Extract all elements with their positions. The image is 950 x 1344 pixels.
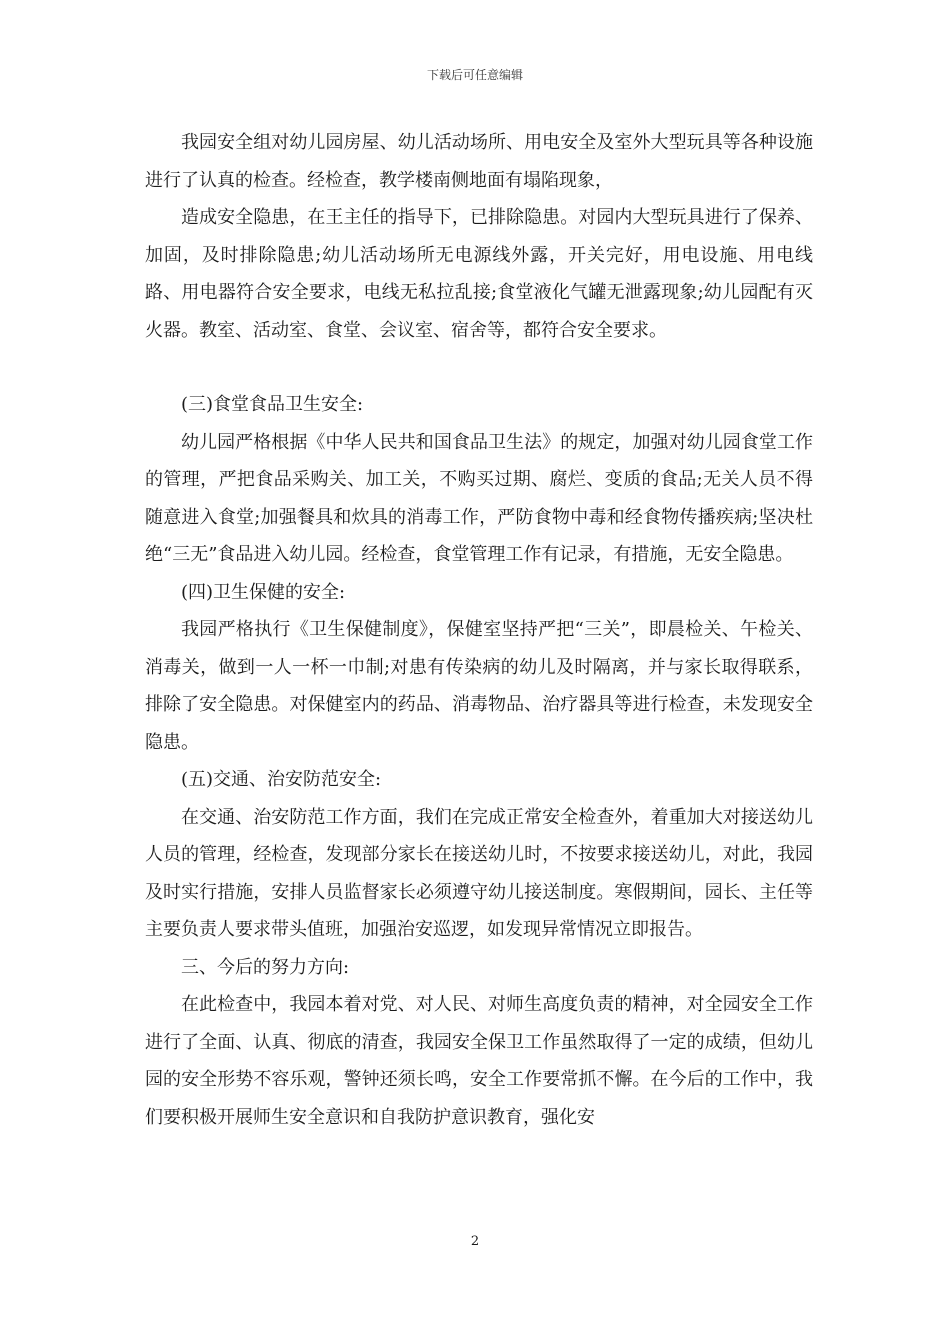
section-heading-future: 三、今后的努力方向: [181, 956, 350, 978]
section-heading-traffic: (五)交通、治安防范安全: [181, 769, 382, 790]
section-heading-canteen: (三)食堂食品卫生安全: [181, 394, 364, 415]
paragraph-health: 我园严格执行《卫生保健制度》，保健室坚持严把“三关”，即晨检关、午检关、消毒关，做到一人一杯一巾制;对患有传染病的幼儿及时隔离，并与家长取得联系，排除了安全隐患。对保健室内的药品、消毒物品、治疗器具等进行检查，未发现安全隐患。 [145, 619, 813, 753]
paragraph-traffic: 在交通、治安防范工作方面，我们在完成正常安全检查外，着重加大对接送幼儿人员的管理，经检查，发现部分家长在接送幼儿时，不按要求接送幼儿，对此，我园及时实行措施，安排人员监督家长必须遵守幼儿接送制度。寒假期间，园长、主任等主要负责人要求带头值班，加强治安巡逻，如发现异常情况立即报告。 [145, 806, 813, 940]
page-header: 下载后可任意编辑 [426, 68, 523, 82]
page-number: 2 [470, 1234, 480, 1249]
section-heading-health: (四)卫生保健的安全: [181, 581, 346, 603]
paragraph-hazard-removal: 造成安全隐患，在王主任的指导下，已排除隐患。对园内大型玩具进行了保养、加固，及时排除隐患;幼儿活动场所无电源线外露，开关完好，用电设施、用电线路、用电器符合安全要求，电线无私拉乱接;食堂液化气罐无泄露现象;幼儿园配有灭火器。教室、活动室、食堂、会议室、宿舍等，都符合安全要求。 [145, 207, 813, 341]
paragraph-facility-check: 我园安全组对幼儿园房屋、幼儿活动场所、用电安全及室外大型玩具等各种设施进行了认真的检查。经检查，教学楼南侧地面有塌陷现象， [145, 132, 813, 191]
paragraph-future: 在此检查中，我园本着对党、对人民、对师生高度负责的精神，对全园安全工作进行了全面、认真、彻底的清查，我园安全保卫工作虽然取得了一定的成绩，但幼儿园的安全形势不容乐观，警钟还须长鸣，安全工作要常抓不懈。在今后的工作中，我们要积极开展师生安全意识和自我防护意识教育，强化安 [145, 994, 813, 1128]
paragraph-canteen: 幼儿园严格根据《中华人民共和国食品卫生法》的规定，加强对幼儿园食堂工作的管理，严把食品采购关、加工关，不购买过期、腐烂、变质的食品;无关人员不得随意进入食堂;加强餐具和炊具的消毒工作，严防食物中毒和经食物传播疾病;坚决杜绝“三无”食品进入幼儿园。经检查，食堂管理工作有记录，有措施，无安全隐患。 [145, 431, 813, 565]
document-body [145, 124, 813, 1136]
